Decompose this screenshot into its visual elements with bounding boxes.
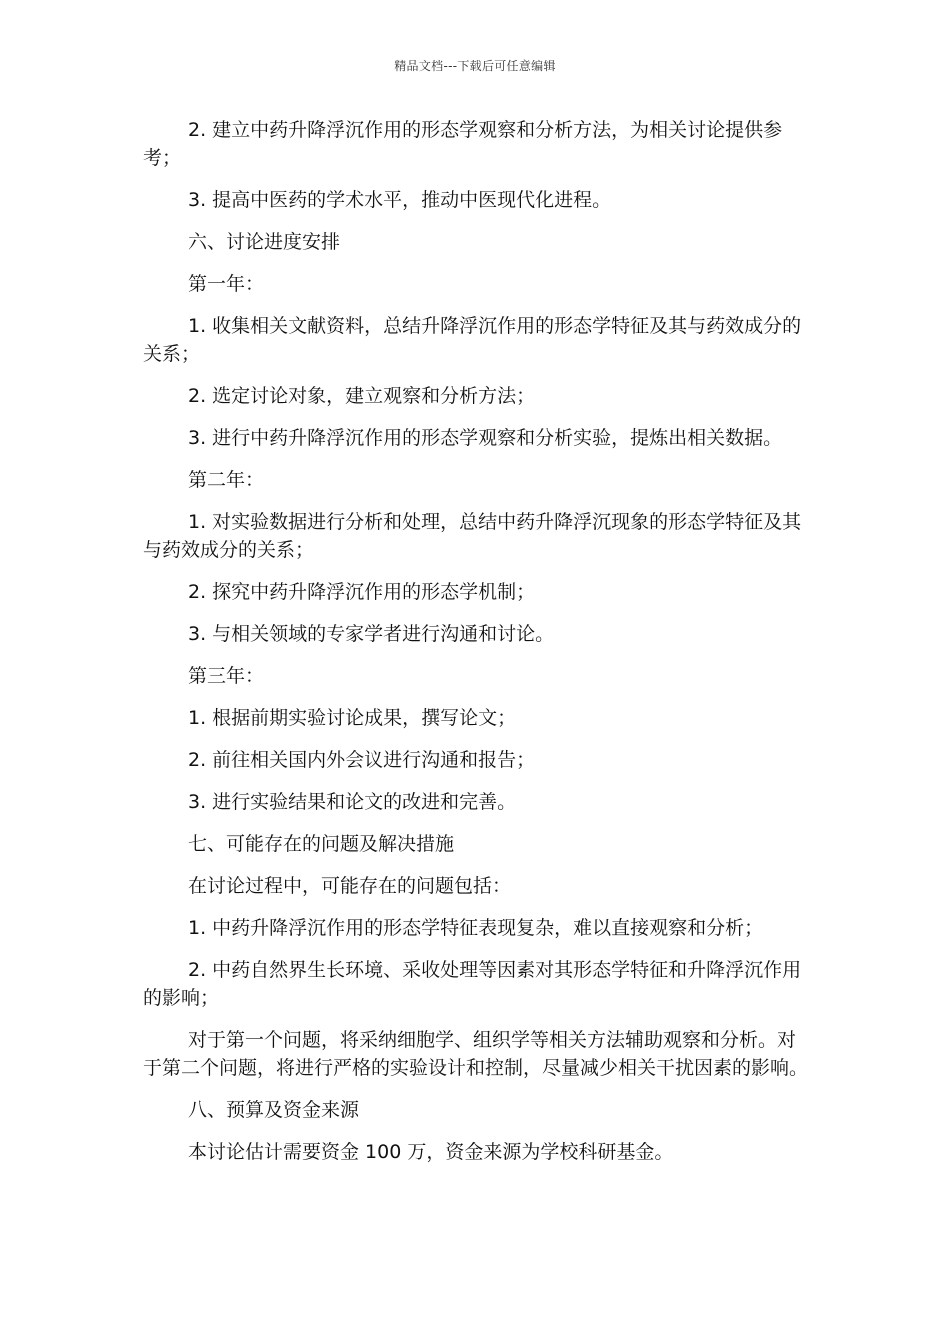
document-body xyxy=(143,116,808,1180)
year-three-heading: 第三年： xyxy=(188,665,265,687)
budget-paragraph: 本讨论估计需要资金 100 万，资金来源为学校科研基金。 xyxy=(188,1141,674,1163)
year-two-item-3: 3. 与相关领域的专家学者进行沟通和讨论。 xyxy=(188,623,555,645)
year-three-item-3: 3. 进行实验结果和论文的改进和完善。 xyxy=(188,791,517,813)
year-three-item-2: 2. 前往相关国内外会议进行沟通和报告； xyxy=(188,749,536,771)
year-one-item-1: 1. 收集相关文献资料，总结升降浮沉作用的形态学特征及其与药效成分的关系； xyxy=(143,315,802,365)
goal-item-2: 2. 建立中药升降浮沉作用的形态学观察和分析方法，为相关讨论提供参考； xyxy=(143,119,783,169)
page-header: 精品文档---下载后可任意编辑 xyxy=(394,59,556,73)
section-heading-budget: 八、预算及资金来源 xyxy=(188,1099,360,1121)
year-one-heading: 第一年： xyxy=(188,273,265,295)
problems-intro: 在讨论过程中，可能存在的问题包括： xyxy=(188,875,512,897)
solutions-paragraph: 对于第一个问题，将采纳细胞学、组织学等相关方法辅助观察和分析。对于第二个问题，将进行严格的实验设计和控制，尽量减少相关干扰因素的影响。 xyxy=(143,1029,809,1079)
year-three-item-1: 1. 根据前期实验讨论成果，撰写论文； xyxy=(188,707,517,729)
year-one-item-3: 3. 进行中药升降浮沉作用的形态学观察和分析实验，提炼出相关数据。 xyxy=(188,427,783,449)
year-two-heading: 第二年： xyxy=(188,469,265,491)
section-heading-schedule: 六、讨论进度安排 xyxy=(188,231,341,253)
year-two-item-2: 2. 探究中药升降浮沉作用的形态学机制； xyxy=(188,581,536,603)
goal-item-3: 3. 提高中医药的学术水平，推动中医现代化进程。 xyxy=(188,189,612,211)
problem-item-1: 1. 中药升降浮沉作用的形态学特征表现复杂，难以直接观察和分析； xyxy=(188,917,764,939)
year-one-item-2: 2. 选定讨论对象，建立观察和分析方法； xyxy=(188,385,536,407)
section-heading-problems: 七、可能存在的问题及解决措施 xyxy=(188,833,455,855)
year-two-item-1: 1. 对实验数据进行分析和处理，总结中药升降浮沉现象的形态学特征及其与药效成分的关系； xyxy=(143,511,802,561)
problem-item-2: 2. 中药自然界生长环境、采收处理等因素对其形态学特征和升降浮沉作用的影响； xyxy=(143,959,802,1009)
